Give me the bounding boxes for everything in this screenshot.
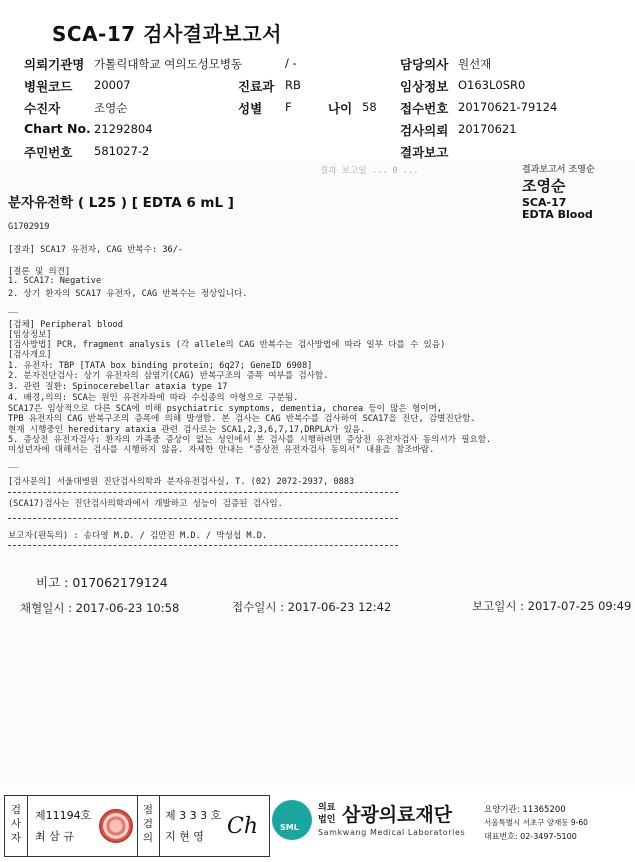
received-row xyxy=(232,599,391,615)
reported-label: 보고일시 : xyxy=(472,599,528,613)
clinical-header: [임상정보] xyxy=(8,330,52,340)
overview-4b: SCA17은 임상적으로 다른 SCA에 비해 psychiatric symptoms, dementia, chorea 등이 많은 형이며, xyxy=(8,404,442,414)
signature-box xyxy=(4,795,270,857)
divider xyxy=(8,492,398,493)
separator-mark: __ xyxy=(8,304,19,314)
attending-value: 원선재 xyxy=(458,57,492,71)
reviewer-cell xyxy=(159,796,269,856)
result-report-label: 결과보고 xyxy=(400,145,449,160)
age-value: 58 xyxy=(362,100,377,114)
lab-inquiry: [검사문의] 서울대병원 진단검사의학과 분자유전검사실, T. (02) 2072-2937, 0883 xyxy=(8,477,355,487)
specimen-id: G1702919 xyxy=(8,222,50,232)
dept-label: 진료과 xyxy=(238,79,275,94)
accession-value: 20170621-79124 xyxy=(458,100,558,114)
foundation-type-1: 의료 xyxy=(318,803,336,813)
reviewer-vertical-label xyxy=(137,796,160,856)
specimen-line: [검체] Peripheral blood xyxy=(8,320,123,330)
patient-label: 수진자 xyxy=(24,101,61,116)
age-label: 나이 xyxy=(328,101,353,116)
note-label: 비고 : xyxy=(36,575,73,590)
divider xyxy=(8,518,398,519)
hospital-code-label: 병원코드 xyxy=(24,79,73,94)
stamp-test-code: SCA-17 xyxy=(522,196,567,209)
received-value: 2017-06-23 12:42 xyxy=(287,600,392,614)
foundation-name: 삼광의료재단 xyxy=(342,804,453,826)
faint-top-text: 결과 보고일 ... 0 ... xyxy=(320,166,419,176)
stamp-sample: EDTA Blood xyxy=(522,208,593,221)
reviewer-vertical-2: 검 xyxy=(142,818,154,830)
foundation-type-2: 법인 xyxy=(318,815,336,825)
attending-label: 담당의사 xyxy=(400,57,449,72)
chart-no-label: Chart No. xyxy=(24,121,91,136)
collected-row xyxy=(20,600,179,616)
patient-value: 조영순 xyxy=(94,101,128,115)
reviewer-vertical-1: 점 xyxy=(142,804,154,816)
clinical-info-label: 임상정보 xyxy=(400,79,449,94)
request-date-value: 20170621 xyxy=(458,122,517,136)
reviewer-vertical-3: 의 xyxy=(142,832,154,844)
overview-2: 2. 분자진단검사: 상기 유전자의 삼염기(CAG) 반복구조의 증폭 여부를 검사함. xyxy=(8,371,329,381)
overview-5b: 미성년자에 대해서는 검사를 시행하지 않음. 자세한 안내는 "증상전 유전자검사 동의서" 내용을 참조바람. xyxy=(8,445,435,455)
request-date-label: 검사의뢰 xyxy=(400,123,449,138)
chart-no-value: 21292804 xyxy=(94,122,153,136)
sex-label: 성별 xyxy=(238,101,263,116)
resident-no-value: 581027-2 xyxy=(94,144,150,158)
conclusion-header: [결론 및 의견] xyxy=(8,267,71,277)
note-row xyxy=(36,573,168,591)
dept-value: RB xyxy=(285,78,301,92)
reviewer-name: 지 현 영 xyxy=(165,830,204,843)
reviewer-signature: Ch xyxy=(227,814,259,839)
overview-header: [검사개요] xyxy=(8,350,52,360)
logo-abbrev: SML xyxy=(280,823,299,832)
reported-value: 2017-07-25 09:49 xyxy=(527,599,632,613)
hospital-code-value: 20007 xyxy=(94,78,131,92)
institution-value: 가톨릭대학교 여의도성모병동 xyxy=(94,57,243,71)
result-line: [결과] SCA17 유전자, CAG 반복수: 36/- xyxy=(8,245,184,255)
inspector-cell xyxy=(27,796,138,856)
inspector-vertical-3: 자 xyxy=(10,832,22,844)
sex-value: F xyxy=(285,100,292,114)
foundation-address: 서울특별시 서초구 양재동 9-60 xyxy=(484,818,588,827)
conclusion-1: 1. SCA17: Negative xyxy=(8,276,102,286)
conclusion-2: 2. 상기 환자의 SCA17 유전자, CAG 반복수는 정상입니다. xyxy=(8,289,248,299)
note-value: 017062179124 xyxy=(72,575,168,590)
inspector-vertical-2: 사 xyxy=(10,818,22,830)
overview-4d: 현재 시행중인 hereditary ataxia 관련 검사로는 SCA1,2,3,6,7,17,DRPLA가 있음. xyxy=(8,425,366,435)
stamp-patient-name: 조영순 xyxy=(522,177,566,195)
divider xyxy=(8,545,398,546)
inspector-vertical-label xyxy=(5,796,28,856)
inspector-name: 최 삼 규 xyxy=(35,830,74,843)
overview-5: 5. 증상전 유전자검사: 환자의 가족중 증상이 없는 성인에서 본 검사를 시행하려면 증상전 유전자검사 동의서가 필요함. xyxy=(8,435,492,445)
institution-extra: / - xyxy=(285,56,297,70)
overview-3: 3. 관련 질환: Spinocerebellar ataxia type 17 xyxy=(8,382,228,392)
institution-label: 의뢰기관명 xyxy=(24,57,85,72)
resident-no-label: 주민번호 xyxy=(24,145,73,160)
reporters: 보고자(판독의) : 송다영 M.D. / 김만진 M.D. / 박성섭 M.D. xyxy=(8,531,268,541)
collected-value: 2017-06-23 10:58 xyxy=(75,601,180,615)
development-note: (SCA17)검사는 진단검사의학과에서 개발하고 성능이 검증된 검사임. xyxy=(8,499,283,509)
clinical-info-value: O163L0SR0 xyxy=(458,78,526,92)
inspector-vertical-1: 검 xyxy=(10,804,22,816)
foundation-english: Samkwang Medical Laboratories xyxy=(318,828,466,837)
section-title: 분자유전학 ( L25 ) [ EDTA 6 mL ] xyxy=(8,195,234,211)
report-title: SCA-17 검사결과보고서 xyxy=(52,22,282,46)
reviewer-license: 제 3 3 3 호 xyxy=(165,809,222,822)
reported-row xyxy=(472,598,631,614)
inspector-license: 제11194호 xyxy=(35,809,92,822)
inspector-seal xyxy=(99,809,133,843)
method-line: [검사방법] PCR, fragment analysis (각 allele의 CAG 반복수는 검사방법에 따라 일부 다를 수 있음) xyxy=(8,340,446,350)
collected-label: 채혈일시 : xyxy=(20,601,76,615)
registration-number: 요양기관: 11365200 xyxy=(484,805,566,815)
accession-label: 접수번호 xyxy=(400,101,449,116)
received-label: 접수일시 : xyxy=(232,600,288,614)
separator-mark-2: __ xyxy=(8,459,19,469)
foundation-logo-icon xyxy=(272,800,312,840)
foundation-phone: 대표번호: 02-3497-5100 xyxy=(484,832,577,841)
overview-4c: TPB 유전자의 CAG 반복구조의 증폭에 의해 발생함. 본 검사는 CAG 반복수를 검사하여 SCA17을 진단, 감별진단함. xyxy=(8,414,476,424)
overview-4: 4. 배경,의의: SCA는 원인 유전자좌에 따라 수십종의 아형으로 구분됨. xyxy=(8,393,299,403)
overview-1: 1. 유전자: TBP [TATA box binding protein; 6q27; GeneID 6908] xyxy=(8,361,313,371)
stamp-top: 결과보고서 조영순 xyxy=(522,165,595,175)
